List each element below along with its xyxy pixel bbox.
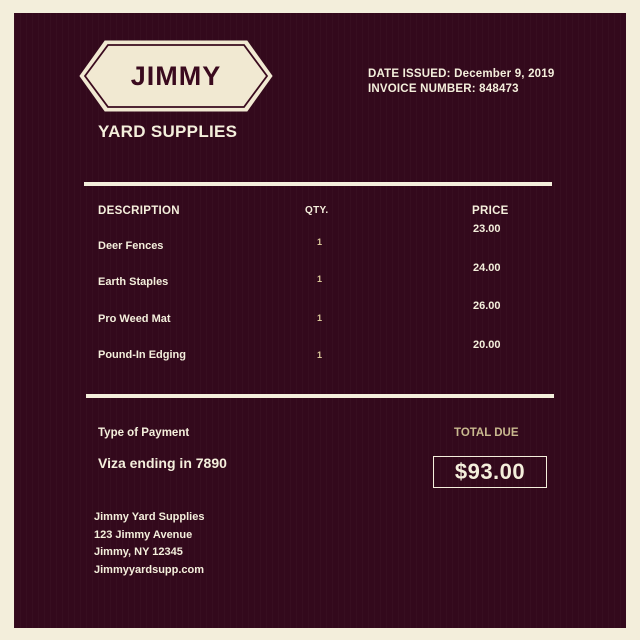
header-price: PRICE xyxy=(472,205,509,217)
item-price: 20.00 xyxy=(473,339,501,351)
item-name: Earth Staples xyxy=(98,276,169,288)
item-qty: 1 xyxy=(317,237,323,247)
header-qty: QTY. xyxy=(305,205,329,216)
divider-bottom xyxy=(86,394,554,398)
divider-top xyxy=(84,182,552,186)
item-price: 24.00 xyxy=(473,262,501,274)
brand-subtitle: YARD SUPPLIES xyxy=(98,122,238,141)
address-street: 123 Jimmy Avenue xyxy=(94,528,193,541)
address-city: Jimmy, NY 12345 xyxy=(94,546,183,558)
item-qty: 1 xyxy=(317,350,323,360)
address-website: Jimmyyardsupp.com xyxy=(94,563,205,576)
item-price: 23.00 xyxy=(473,223,501,235)
invoice-meta xyxy=(368,67,554,97)
address-company: Jimmy Yard Supplies xyxy=(94,511,205,523)
date-issued: DATE ISSUED: December 9, 2019 xyxy=(368,68,555,80)
item-name: Pro Weed Mat xyxy=(98,313,171,325)
total-due-amount: $93.00 xyxy=(433,456,547,488)
item-qty: 1 xyxy=(317,274,323,284)
payment-type-value: Viza ending in 7890 xyxy=(98,455,227,471)
payment-type-label: Type of Payment xyxy=(98,427,190,439)
total-due-label: TOTAL DUE xyxy=(454,427,519,439)
item-name: Pound-In Edging xyxy=(98,349,186,361)
item-price: 26.00 xyxy=(473,300,501,312)
invoice-number: INVOICE NUMBER: 848473 xyxy=(368,83,519,95)
header-description: DESCRIPTION xyxy=(98,205,180,217)
item-name: Deer Fences xyxy=(98,240,164,252)
company-address xyxy=(94,509,204,579)
item-qty: 1 xyxy=(317,313,323,323)
logo-text: JIMMY xyxy=(130,60,222,91)
